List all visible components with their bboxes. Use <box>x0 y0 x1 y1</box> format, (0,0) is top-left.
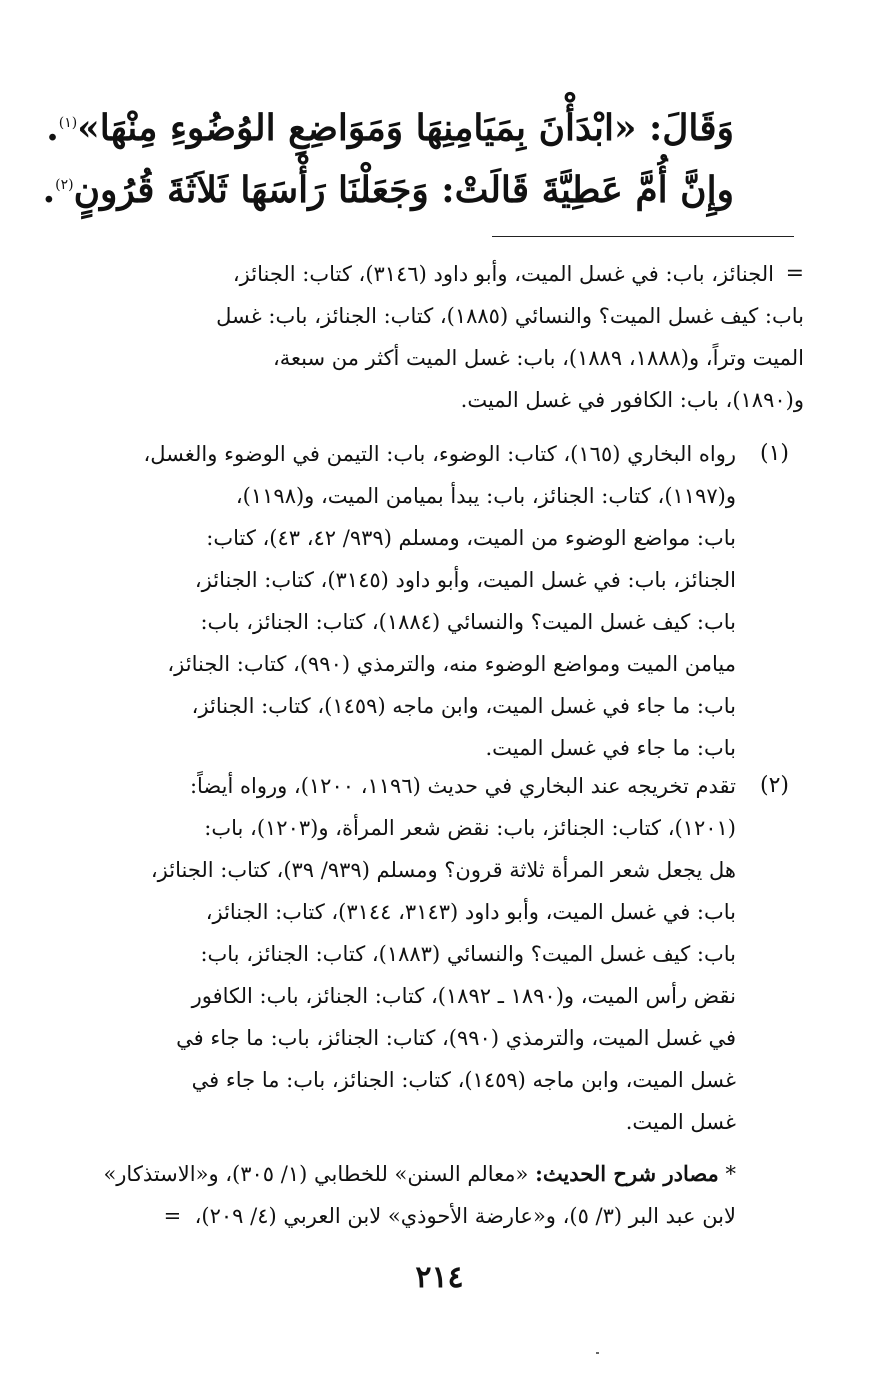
footnote-2-marker: (٢) <box>760 773 790 798</box>
main-text-line-1 <box>46 93 734 158</box>
footnote-1-marker: (١) <box>760 441 790 466</box>
footnote-2-line: باب: في غسل الميت، وأبو داود (٣١٤٣، ٣١٤٤)، كتاب: الجنائز، <box>205 900 736 924</box>
main-text-line-2-body: وإِنَّ أُمَّ عَطِيَّةَ قَالَتْ: وَجَعَلْنَا رَأْسَهَا ثَلاَثَةَ قُرُونٍ <box>73 169 734 211</box>
sources-line-1-text: «معالم السنن» للخطابي (١/ ٣٠٥)، و«الاستذكار» <box>103 1162 529 1186</box>
continuation-marker: = <box>785 261 804 286</box>
page-number: ٢١٤ <box>415 1260 464 1295</box>
main-text-line-1-body: وَقَالَ: «ابْدَأْنَ بِمَيَامِنِهَا وَمَوَاضِعِ الوُضُوءِ مِنْهَا» <box>77 107 734 149</box>
sources-line-2-text: لابن عبد البر (٣/ ٥)، و«عارضة الأحوذي» لابن العربي (٤/ ٢٠٩)، <box>194 1204 736 1228</box>
footnote-1-line: باب: مواضع الوضوء من الميت، ومسلم (٩٣٩/ ٤٢، ٤٣)، كتاب: <box>206 526 736 550</box>
continuation-line: و(١٨٩٠)، باب: الكافور في غسل الميت. <box>460 388 804 412</box>
footnote-2-line: تقدم تخريجه عند البخاري في حديث (١١٩٦، ١٢٠٠)، ورواه أيضاً: <box>189 774 736 798</box>
footnote-2-line: غسل الميت. <box>625 1110 736 1134</box>
footnote-2-line: في غسل الميت، والترمذي (٩٩٠)، كتاب: الجنائز، باب: ما جاء في <box>176 1026 736 1050</box>
footnote-ref-1: (١) <box>58 115 78 131</box>
footnote-2-line: (١٢٠١)، كتاب: الجنائز، باب: نقض شعر المرأة، و(١٢٠٣)، باب: <box>204 816 736 840</box>
footnote-1-line: رواه البخاري (١٦٥)، كتاب: الوضوء، باب: التيمن في الوضوء والغسل، <box>143 442 736 466</box>
sources-label: مصادر شرح الحديث: <box>535 1161 719 1186</box>
footnote-2-line: باب: كيف غسل الميت؟ والنسائي (١٨٨٣)، كتاب: الجنائز، باب: <box>200 942 736 966</box>
footnote-1-line: الجنائز، باب: في غسل الميت، وأبو داود (٣١٤٥)، كتاب: الجنائز، <box>194 568 736 592</box>
continuation-line: الجنائز، باب: في غسل الميت، وأبو داود (٣١٤٦)، كتاب: الجنائز، <box>232 262 774 286</box>
sources-bullet-icon: * <box>725 1162 736 1186</box>
footnote-2-line: غسل الميت، وابن ماجه (١٤٥٩)، كتاب: الجنائز، باب: ما جاء في <box>191 1068 736 1092</box>
footnote-2-line: نقض رأس الميت، و(١٨٩٠ ـ ١٨٩٢)، كتاب: الجنائز، باب: الكافور <box>191 984 736 1008</box>
scan-speck <box>596 1352 599 1354</box>
footnote-1-line: و(١١٩٧)، كتاب: الجنائز، باب: يبدأ بميامن الميت، و(١١٩٨)، <box>235 484 736 508</box>
footnote-1-line: باب: ما جاء في غسل الميت، وابن ماجه (١٤٥٩)، كتاب: الجنائز، <box>191 694 736 718</box>
continuation-next-marker: = <box>163 1204 182 1228</box>
footnote-1-line: ميامن الميت ومواضع الوضوء منه، والترمذي (٩٩٠)، كتاب: الجنائز، <box>167 652 736 676</box>
main-text-line-2 <box>42 155 734 220</box>
main-text-line-2-end: . <box>42 169 56 211</box>
sources-line-1 <box>86 1154 736 1196</box>
footnote-1-line: باب: ما جاء في غسل الميت. <box>485 736 736 760</box>
footnote-2-line: هل يجعل شعر المرأة ثلاثة قرون؟ ومسلم (٩٣٩/ ٣٩)، كتاب: الجنائز، <box>150 858 736 882</box>
sources-line-2 <box>86 1196 736 1238</box>
footnote-separator <box>492 236 794 237</box>
footnote-1-line: باب: كيف غسل الميت؟ والنسائي (١٨٨٤)، كتاب: الجنائز، باب: <box>200 610 736 634</box>
footnote-ref-2: (٢) <box>55 177 74 193</box>
continuation-line: باب: كيف غسل الميت؟ والنسائي (١٨٨٥)، كتاب: الجنائز، باب: غسل <box>216 304 804 328</box>
continuation-line: الميت وتراً، و(١٨٨٨، ١٨٨٩)، باب: غسل الميت أكثر من سبعة، <box>272 346 804 370</box>
main-text-line-1-end: . <box>46 107 59 149</box>
